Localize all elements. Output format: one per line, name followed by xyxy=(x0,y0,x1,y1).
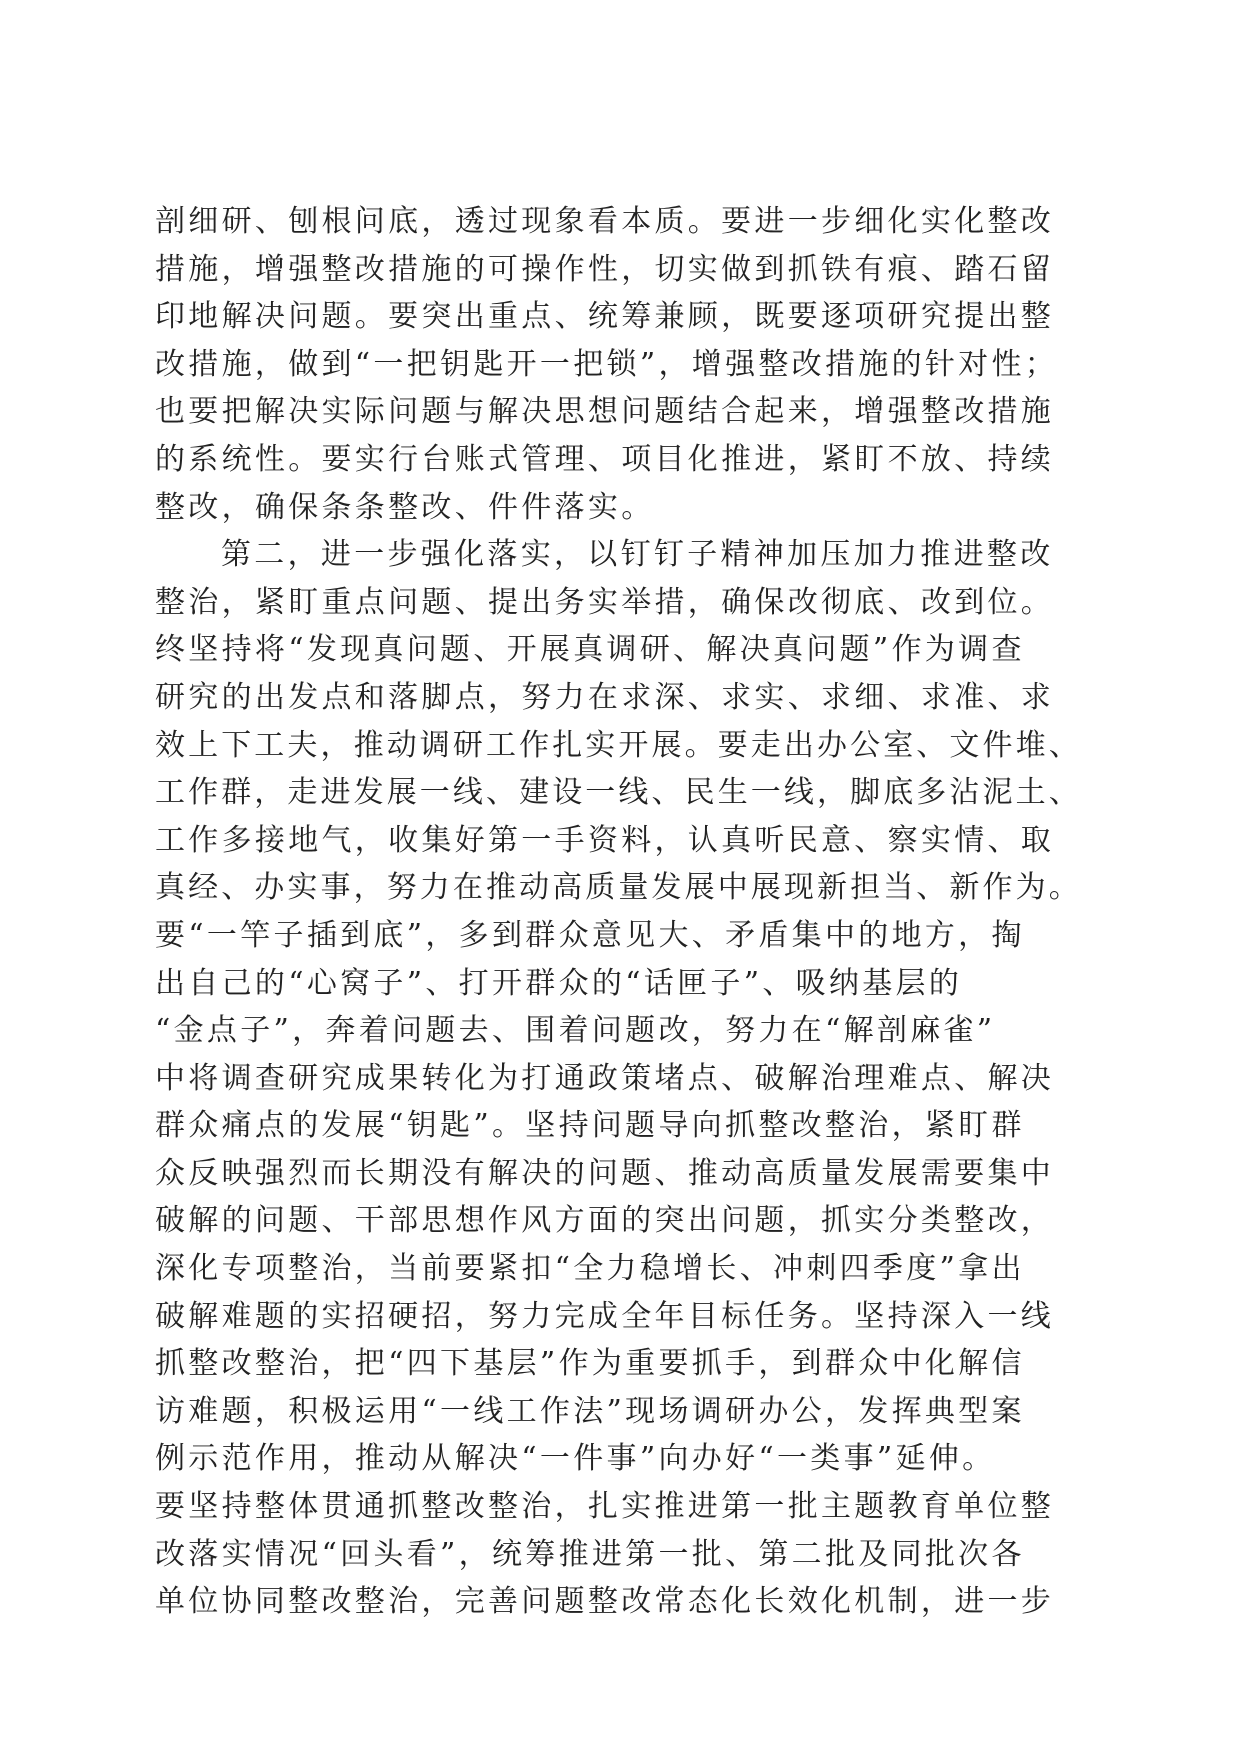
text-line: 抓整改整治，把“四下基层”作为重要抓手，到群众中化解信 xyxy=(155,1346,1025,1382)
text-line: 要“一竿子插到底”，多到群众意见大、矛盾集中的地方，掏 xyxy=(155,917,1025,953)
text-line: 破解的问题、干部思想作风方面的突出问题，抓实分类整改， xyxy=(155,1203,1055,1239)
text-line: 印地解决问题。要突出重点、统筹兼顾，既要逐项研究提出整 xyxy=(155,299,1055,335)
text-line: 破解难题的实招硬招，努力完成全年目标任务。坚持深入一线 xyxy=(155,1298,1055,1334)
text-line: 要坚持整体贯通抓整改整治，扎实推进第一批主题教育单位整 xyxy=(155,1489,1055,1525)
text-line: 众反映强烈而长期没有解决的问题、推动高质量发展需要集中 xyxy=(155,1155,1055,1191)
text-line: 工作群，走进发展一线、建设一线、民生一线，脚底多沾泥土、 xyxy=(155,775,1082,811)
text-line: 措施，增强整改措施的可操作性，切实做到抓铁有痕、踏石留 xyxy=(155,251,1055,287)
text-line: 单位协同整改整治，完善问题整改常态化长效化机制，进一步 xyxy=(155,1584,1055,1620)
text-line: 终坚持将“发现真问题、开展真调研、解决真问题”作为调查 xyxy=(155,632,1025,668)
text-line: 的系统性。要实行台账式管理、项目化推进，紧盯不放、持续 xyxy=(155,441,1055,477)
text-line: 效上下工夫，推动调研工作扎实开展。要走出办公室、文件堆、 xyxy=(155,727,1082,763)
text-line: 改落实情况“回头看”，统筹推进第一批、第二批及同批次各 xyxy=(155,1536,1025,1572)
text-line: “金点子”，奔着问题去、围着问题改，努力在“解剖麻雀” xyxy=(155,1013,996,1049)
text-line: 出自己的“心窝子”、打开群众的“话匣子”、吸纳基层的 xyxy=(155,965,963,1001)
text-line: 深化专项整治，当前要紧扣“全力稳增长、冲刺四季度”拿出 xyxy=(155,1251,1025,1287)
text-line: 例示范作用，推动从解决“一件事”向办好“一类事”延伸。 xyxy=(155,1441,996,1477)
document-body xyxy=(155,198,1085,1626)
text-line: 中将调查研究成果转化为打通政策堵点、破解治理难点、解决 xyxy=(155,1060,1055,1096)
text-line: 研究的出发点和落脚点，努力在求深、求实、求细、求准、求 xyxy=(155,679,1055,715)
text-line: 真经、办实事，努力在推动高质量发展中展现新担当、新作为。 xyxy=(155,870,1082,906)
text-line: 剖细研、刨根问底，透过现象看本质。要进一步细化实化整改 xyxy=(155,204,1055,239)
text-line: 工作多接地气，收集好第一手资料，认真听民意、察实情、取 xyxy=(155,822,1055,858)
text-line: 也要把解决实际问题与解决思想问题结合起来，增强整改措施 xyxy=(155,394,1055,430)
paragraph-start-line: 第二，进一步强化落实，以钉钉子精神加压加力推进整改 xyxy=(221,537,1054,573)
text-line: 整治，紧盯重点问题、提出务实举措，确保改彻底、改到位。 xyxy=(155,584,1055,620)
text-line: 改措施，做到“一把钥匙开一把锁”，增强整改措施的针对性； xyxy=(155,346,1059,382)
text-line: 访难题，积极运用“一线工作法”现场调研办公，发挥典型案 xyxy=(155,1393,1025,1429)
text-line: 群众痛点的发展“钥匙”。坚持问题导向抓整改整治，紧盯群 xyxy=(155,1108,1025,1144)
text-line: 整改，确保条条整改、件件落实。 xyxy=(155,489,655,525)
